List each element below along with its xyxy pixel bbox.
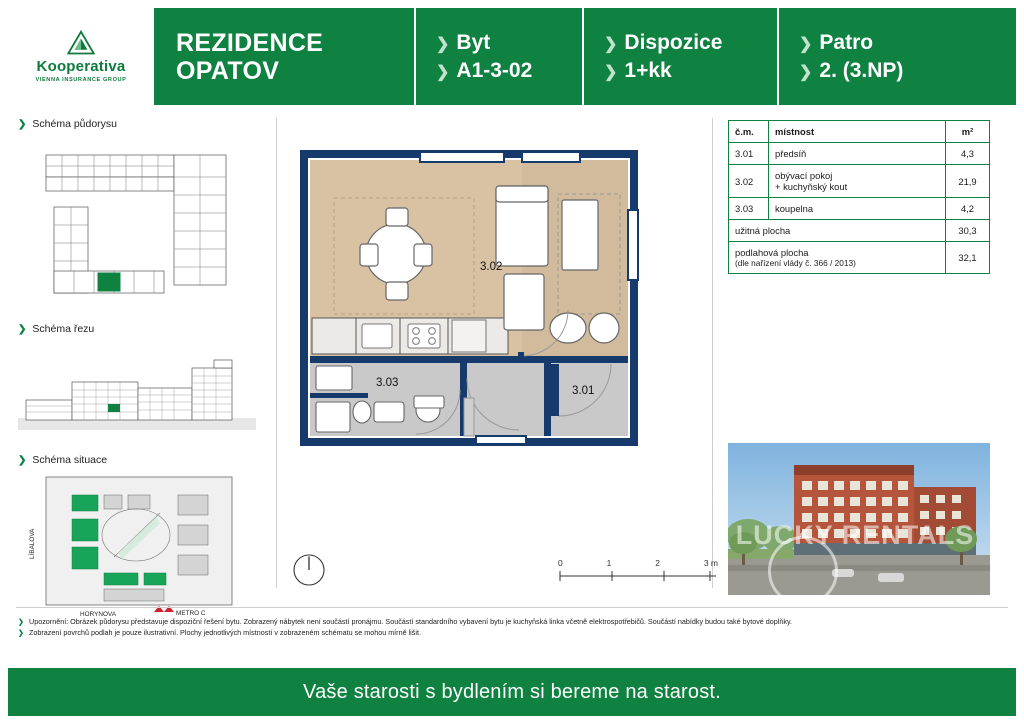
- layout-label: Dispozice: [624, 31, 723, 55]
- chevron-right-icon: ❯: [18, 118, 27, 130]
- floorplan-schema-thumbnail: [18, 137, 266, 309]
- footnote-item: [18, 616, 998, 627]
- room-area: 21,9: [946, 165, 990, 198]
- room-number: 3.02: [729, 165, 769, 198]
- plan-room-label-303: 3.03: [376, 377, 399, 389]
- scale-tick-3: 3 m: [703, 558, 718, 568]
- logo-subtitle: VIENNA INSURANCE GROUP: [35, 77, 127, 83]
- watermark-ring-icon: [768, 536, 838, 606]
- apartment-floorplan: [300, 150, 696, 450]
- room-number: 3.01: [729, 143, 769, 165]
- summary-area: 30,3: [946, 220, 990, 242]
- footnote-text: Zobrazení povrchů podlah je pouze ilustrativní. Plochy jednotlivých místností v zobrazeném schématu se mohou mírně lišit.: [29, 628, 421, 638]
- summary-label-line2: (dle nařízení vlády č. 366 / 2013): [735, 258, 856, 268]
- header-field-floor: [777, 8, 1016, 105]
- slogan-text: Vaše starosti s bydlením si bereme na starost.: [303, 680, 721, 703]
- footnote-item: [18, 627, 998, 638]
- header-green-band: [154, 8, 1016, 105]
- scale-tick-1: 1: [606, 558, 612, 568]
- room-name-line1: obývací pokoj: [775, 170, 833, 181]
- footnote-text: Upozornění: Obrázek půdorysu představuje dispoziční řešení bytu. Zobrazený nábytek není součástí pronájmu. Součástí standardního vybavení bytu je kuchyňská linka včetně elektrospotřebičů. Součástí nabídky budou také bytové doplňky.: [29, 617, 793, 626]
- bottom-slogan-bar: [8, 668, 1016, 716]
- header-field-unit: [414, 8, 582, 105]
- table-header-row: [729, 121, 990, 143]
- scale-bar: [558, 558, 718, 581]
- section-title-situation-schema: [18, 454, 266, 466]
- table-header-area: m²: [946, 121, 990, 143]
- chevron-right-icon: ❯: [604, 36, 618, 54]
- room-area: 4,2: [946, 198, 990, 220]
- situation-street-left-label: LÍBALOVA: [29, 528, 36, 559]
- plan-room-label-301: 3.01: [572, 385, 595, 397]
- floor-label: Patro: [819, 31, 874, 55]
- project-title: [154, 8, 414, 105]
- floor-value: 2. (3.NP): [819, 58, 904, 82]
- plan-room-label-302: 3.02: [480, 261, 503, 273]
- table-header-number: č.m.: [729, 121, 769, 143]
- left-schemas-column: [18, 118, 266, 635]
- summary-label-line1: podlahová plocha: [735, 247, 809, 258]
- unit-value: A1-3-02: [456, 58, 533, 82]
- footnotes: [18, 616, 998, 638]
- chevron-right-icon: ❯: [799, 36, 813, 54]
- room-area: 4,3: [946, 143, 990, 165]
- section-title-text: Schéma řezu: [32, 323, 95, 335]
- table-row-summary: [729, 220, 990, 242]
- page-header: [8, 8, 1016, 105]
- section-title-floorplan-schema: [18, 118, 266, 130]
- chevron-right-icon: ❯: [18, 628, 25, 638]
- room-number: 3.03: [729, 198, 769, 220]
- scale-tick-0: 0: [558, 558, 563, 568]
- table-row: [729, 198, 990, 220]
- chevron-right-icon: ❯: [18, 454, 27, 466]
- room-name: koupelna: [769, 198, 946, 220]
- table-header-room: místnost: [769, 121, 946, 143]
- vertical-divider-left: [276, 118, 277, 588]
- chevron-right-icon: ❯: [799, 63, 813, 81]
- situation-schema-thumbnail: [18, 473, 266, 621]
- summary-label: užitná plocha: [729, 220, 946, 242]
- vertical-divider-right: [712, 118, 713, 588]
- summary-area: 32,1: [946, 242, 990, 274]
- unit-label: Byt: [456, 31, 491, 55]
- north-compass-icon: [292, 553, 326, 587]
- chevron-right-icon: ❯: [604, 63, 618, 81]
- kooperativa-logo-icon: [66, 30, 96, 56]
- watermark-text: LUCKY RENTALS: [735, 520, 975, 550]
- chevron-right-icon: ❯: [436, 36, 450, 54]
- situation-street-bottom-label: HORYNOVA: [80, 611, 116, 618]
- room-name-line2: + kuchyňský kout: [775, 181, 848, 192]
- layout-value: 1+kk: [624, 58, 672, 82]
- brand-logo: [8, 8, 154, 105]
- situation-metro-label: METRO C: [176, 610, 206, 617]
- room-schedule-table: [728, 120, 990, 274]
- logo-wordmark: Kooperativa: [36, 58, 126, 75]
- header-field-layout: [582, 8, 777, 105]
- section-title-text: Schéma půdorysu: [32, 118, 118, 130]
- project-title-line1: REZIDENCE: [176, 28, 324, 57]
- chevron-right-icon: ❯: [18, 323, 27, 335]
- footnote-divider: [16, 607, 1008, 608]
- room-name: předsíň: [769, 143, 946, 165]
- scale-tick-2: 2: [655, 558, 660, 568]
- table-row: [729, 143, 990, 165]
- section-title-text: Schéma situace: [32, 454, 108, 466]
- chevron-right-icon: ❯: [436, 63, 450, 81]
- room-name: [769, 165, 946, 198]
- section-schema-thumbnail: [18, 342, 266, 440]
- section-title-section-schema: [18, 323, 266, 335]
- table-row: [729, 165, 990, 198]
- chevron-right-icon: ❯: [18, 617, 25, 626]
- project-title-line2: OPATOV: [176, 56, 280, 85]
- table-row-summary: [729, 242, 990, 274]
- summary-label: [729, 242, 946, 274]
